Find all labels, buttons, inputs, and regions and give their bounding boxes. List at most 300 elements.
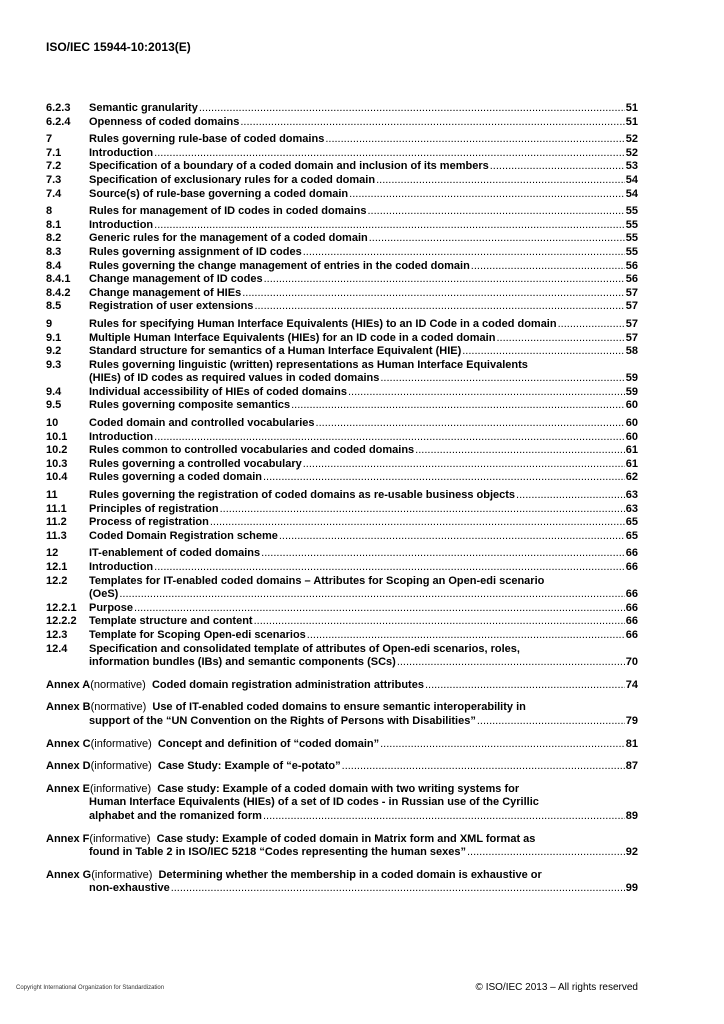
toc-page-number: 57 [625, 331, 638, 344]
dot-leader [254, 615, 625, 629]
toc-entry-body [89, 615, 638, 629]
dot-leader [558, 318, 625, 332]
toc-page-number: 66 [625, 601, 638, 614]
toc-entry-body [89, 588, 638, 602]
annex-body [46, 783, 638, 797]
annex-first-line [46, 783, 638, 797]
toc-entry-body [89, 219, 638, 233]
annex-entry[interactable] [46, 869, 638, 896]
toc-entry-title: Rules governing a coded domain [89, 471, 262, 484]
toc-entry-body [89, 386, 638, 400]
toc-entry[interactable] [46, 332, 638, 346]
toc-page-number: 59 [625, 385, 638, 398]
dot-leader [325, 133, 624, 147]
toc-entry-body [89, 471, 638, 485]
toc-entry-body [89, 516, 638, 530]
toc-entry-title: Specification and consolidated template of attributes of Open-edi scenarios, roles, [89, 642, 520, 655]
toc-entry-title: Rules governing assignment of ID codes [89, 245, 302, 258]
toc-entry-body [89, 503, 638, 517]
toc-entry[interactable] [46, 260, 638, 274]
annex-label: Annex D [46, 760, 91, 773]
toc-entry-title: Introduction [89, 146, 154, 159]
toc-entry-body [89, 530, 638, 544]
toc-entry-title: Principles of registration [89, 502, 219, 515]
dot-leader [316, 417, 625, 431]
toc-entry-title: Purpose [89, 601, 134, 614]
dot-leader [342, 760, 625, 774]
toc-entry-title: Standard structure for semantics of a Human Interface Equivalent (HIE) [89, 345, 462, 358]
annex-first-line [46, 760, 638, 774]
toc-entry[interactable] [46, 530, 638, 544]
toc-entry[interactable] [46, 287, 638, 301]
toc-entry-number: 8.3 [46, 245, 62, 258]
toc-page-number: 65 [625, 516, 638, 529]
toc-page-number: 63 [625, 502, 638, 515]
toc-entry-title: Templates for IT-enabled coded domains – Attributes for Scoping an Open-edi scenario [89, 574, 545, 587]
annex-entry[interactable] [46, 701, 638, 728]
annex-entry[interactable] [46, 679, 638, 693]
toc-page-number: 55 [625, 218, 638, 231]
toc-section [46, 205, 638, 314]
annex-body [46, 760, 638, 774]
annex-type: (informative) [90, 760, 152, 773]
toc-entry-number: 8 [46, 205, 53, 218]
annex-body [89, 882, 638, 896]
annex-type: (informative) [90, 737, 152, 750]
footer-rights: © ISO/IEC 2013 – All rights reserved [475, 982, 638, 993]
toc-entry-title: Rules governing a controlled vocabulary [89, 457, 302, 470]
toc-entry-body [89, 318, 638, 332]
toc-entry-title: Coded domain and controlled vocabularies [89, 417, 315, 430]
annex-title-continuation [46, 796, 638, 810]
annex-label: Annex B [46, 701, 91, 714]
toc-page-number: 87 [625, 760, 638, 773]
toc-entry[interactable] [46, 273, 638, 287]
toc-entry[interactable] [46, 147, 638, 161]
toc-entry-number: 8.4 [46, 259, 62, 272]
toc-entry-body [89, 345, 638, 359]
toc-page-number: 61 [625, 457, 638, 470]
toc-entry-title: Template structure and content [89, 615, 253, 628]
toc-entry[interactable] [46, 246, 638, 260]
toc-entry[interactable] [46, 615, 638, 629]
toc-entry-number: 10.3 [46, 457, 68, 470]
toc-entry[interactable] [46, 431, 638, 445]
toc-entry-title: Template for Scoping Open-edi scenarios [89, 628, 306, 641]
dot-leader [263, 471, 625, 485]
toc-entry-number: 9.1 [46, 331, 62, 344]
dot-leader [254, 300, 624, 314]
toc-entry[interactable] [46, 629, 638, 643]
toc-entry-number: 7.3 [46, 173, 62, 186]
annex-first-line [46, 738, 638, 752]
toc-entry-number: 12 [46, 547, 59, 560]
annex-body [46, 679, 638, 693]
toc-entry[interactable] [46, 160, 638, 174]
dot-leader [376, 174, 625, 188]
toc-entry-number: 11.2 [46, 516, 67, 529]
table-of-contents [46, 102, 638, 896]
annex-title-cont: found in Table 2 in ISO/IEC 5218 “Codes representing the human sexes” [89, 846, 466, 859]
toc-entry[interactable] [46, 300, 638, 314]
toc-section [46, 547, 638, 669]
dot-leader [425, 679, 625, 693]
toc-entry-body [89, 602, 638, 616]
toc-entry-number: 8.5 [46, 300, 62, 313]
toc-section [46, 489, 638, 543]
toc-entry-number: 9.4 [46, 385, 62, 398]
toc-page-number: 70 [625, 656, 638, 669]
toc-page-number: 54 [625, 187, 638, 200]
toc-entry-title: Rules governing linguistic (written) representations as Human Interface Equivalents [89, 358, 528, 371]
toc-page-number: 52 [625, 133, 638, 146]
toc-entry-title: Registration of user extensions [89, 300, 254, 313]
toc-entry-title: Rules governing the registration of coded domains as re-usable business objects [89, 489, 516, 502]
toc-page-number: 58 [625, 345, 638, 358]
toc-page-number: 79 [625, 714, 638, 727]
dot-leader [490, 160, 625, 174]
toc-page-number: 53 [625, 160, 638, 173]
toc-page-number: 54 [625, 173, 638, 186]
dot-leader [279, 530, 625, 544]
toc-entry-number: 7 [46, 133, 53, 146]
toc-entry-title: Source(s) of rule-base governing a coded domain [89, 187, 349, 200]
annex-entry[interactable] [46, 738, 638, 752]
toc-entry-number: 12.2 [46, 574, 68, 587]
annex-title-cont: Human Interface Equivalents (HIEs) of a set of ID codes - in Russian use of the Cyrillic [89, 796, 539, 809]
dot-leader [307, 629, 625, 643]
toc-entry-title-cont: information bundles (IBs) and semantic components (SCs) [89, 656, 396, 669]
toc-entry-body [89, 116, 638, 130]
dot-leader [154, 147, 625, 161]
toc-page-number: 92 [625, 846, 638, 859]
toc-entry[interactable] [46, 102, 638, 116]
toc-entry-number: 12.2.1 [46, 601, 77, 614]
toc-page-number: 61 [625, 444, 638, 457]
toc-entry-number: 8.2 [46, 232, 62, 245]
toc-entry[interactable] [46, 205, 638, 219]
toc-entry-number: 11.3 [46, 529, 67, 542]
toc-entry-continuation[interactable] [46, 588, 638, 602]
toc-page-number: 56 [625, 273, 638, 286]
toc-entry-number: 6.2.3 [46, 102, 71, 114]
annex-title: Determining whether the membership in a coded domain is exhaustive or [158, 868, 542, 881]
toc-entry[interactable] [46, 417, 638, 431]
dot-leader [240, 116, 624, 130]
dot-leader [471, 260, 625, 274]
toc-page-number: 63 [625, 489, 638, 502]
toc-entry-number: 10.1 [46, 430, 68, 443]
toc-page-number: 60 [625, 399, 638, 412]
toc-entry-title-cont: (OeS) [89, 588, 119, 601]
toc-page-number: 56 [625, 259, 638, 272]
dot-leader [154, 561, 625, 575]
toc-section [46, 133, 638, 201]
toc-entry-body [89, 260, 638, 274]
toc-section [46, 417, 638, 485]
toc-page-number: 52 [625, 146, 638, 159]
toc-entry-number: 8.4.1 [46, 273, 71, 286]
toc-page-number: 57 [625, 286, 638, 299]
toc-entry-number: 11 [46, 489, 58, 502]
toc-entry-body [89, 444, 638, 458]
toc-page-number: 57 [625, 317, 638, 330]
toc-entry-body [89, 160, 638, 174]
toc-entry-title: Introduction [89, 218, 154, 231]
toc-entry[interactable] [46, 174, 638, 188]
toc-entry-body [89, 133, 638, 147]
toc-page-number: 60 [625, 430, 638, 443]
annex-title: Use of IT-enabled coded domains to ensure semantic interoperability in [152, 701, 526, 714]
toc-entry[interactable] [46, 643, 638, 657]
toc-entry-body [89, 246, 638, 260]
toc-entry-body [89, 561, 638, 575]
annex-body [46, 869, 638, 883]
toc-entry[interactable] [46, 471, 638, 485]
toc-entry[interactable] [46, 345, 638, 359]
annex-title: Coded domain registration administration attributes [151, 678, 424, 691]
toc-entry[interactable] [46, 116, 638, 130]
toc-page-number: 89 [625, 809, 638, 822]
toc-entry[interactable] [46, 503, 638, 517]
dot-leader [369, 232, 625, 246]
toc-entry[interactable] [46, 516, 638, 530]
toc-entry-body [89, 547, 638, 561]
toc-entry-title: Specification of a boundary of a coded domain and inclusion of its members [89, 160, 489, 173]
toc-entry-number: 7.1 [46, 146, 62, 159]
annex-label: Annex A [46, 678, 91, 691]
dot-leader [264, 273, 625, 287]
dot-leader [171, 882, 625, 896]
annex-title: Case Study: Example of “e-potato” [157, 760, 341, 773]
toc-entry[interactable] [46, 232, 638, 246]
toc-section [46, 318, 638, 413]
toc-page-number: 51 [625, 102, 638, 114]
toc-entry-number: 12.4 [46, 642, 68, 655]
annex-type: (normative) [90, 701, 147, 714]
toc-entry-body [89, 489, 638, 503]
toc-entry-number: 6.2.4 [46, 115, 71, 128]
toc-entry-number: 9.2 [46, 345, 62, 358]
dot-leader [119, 588, 624, 602]
dot-leader [291, 399, 625, 413]
toc-page-number: 74 [625, 678, 638, 691]
dot-leader [415, 444, 625, 458]
toc-entry-body [89, 147, 638, 161]
annex-entry[interactable] [46, 783, 638, 824]
toc-page-number: 57 [625, 300, 638, 313]
toc-page-number: 55 [625, 245, 638, 258]
annex-label: Annex F [46, 832, 90, 845]
annex-first-line [46, 833, 638, 847]
toc-entry[interactable] [46, 547, 638, 561]
annex-entry[interactable] [46, 760, 638, 774]
dot-leader [134, 602, 625, 616]
annex-body [89, 810, 638, 824]
toc-entry-number: 9.5 [46, 399, 62, 412]
copyright-notice: Copyright International Organization for Standardization [16, 985, 165, 991]
annex-body [89, 715, 638, 729]
toc-entry[interactable] [46, 188, 638, 202]
toc-page-number: 65 [625, 529, 638, 542]
toc-entry-body [89, 232, 638, 246]
toc-entry-title: Process of registration [89, 516, 209, 529]
dot-leader [348, 386, 625, 400]
toc-entry[interactable] [46, 399, 638, 413]
toc-entry-body [89, 656, 638, 670]
dot-leader [303, 458, 625, 472]
toc-page-number: 60 [625, 417, 638, 430]
toc-entry-title: Generic rules for the management of a coded domain [89, 232, 368, 245]
annex-type: (informative) [91, 868, 153, 881]
toc-entry-body [89, 205, 638, 219]
toc-entry-number: 7.2 [46, 160, 62, 173]
dot-leader [397, 656, 625, 670]
toc-entry-title: Rules governing the change management of entries in the coded domain [89, 259, 470, 272]
annex-body [46, 833, 638, 847]
toc-entry-body [89, 431, 638, 445]
annex-title-continuation [46, 882, 638, 896]
toc-page-number: 66 [625, 547, 638, 560]
toc-entry-body [89, 399, 638, 413]
dot-leader [263, 810, 625, 824]
toc-entry-title: Rules governing composite semantics [89, 399, 291, 412]
dot-leader [154, 219, 625, 233]
annex-title: Case study: Example of coded domain in Matrix form and XML format as [156, 832, 536, 845]
annex-first-line [46, 701, 638, 715]
annex-first-line [46, 679, 638, 693]
toc-entry[interactable] [46, 458, 638, 472]
dot-leader [477, 715, 625, 729]
annex-title: Concept and definition of “coded domain” [157, 737, 380, 750]
dot-leader [349, 188, 625, 202]
toc-entry-number: 10.4 [46, 471, 68, 484]
page-header-title: ISO/IEC 15944-10:2013(E) [46, 40, 191, 54]
annex-label: Annex E [46, 782, 91, 795]
toc-entry-body [89, 174, 638, 188]
toc-entry-title: Semantic granularity [89, 102, 198, 114]
toc-section [46, 102, 638, 129]
toc-entry-number: 9.3 [46, 358, 62, 371]
dot-leader [380, 738, 625, 752]
toc-entry-number: 8.1 [46, 218, 62, 231]
dot-leader [154, 431, 625, 445]
toc-entry-number: 11.1 [46, 502, 67, 515]
toc-entry-body [89, 458, 638, 472]
toc-entry-body [89, 372, 638, 386]
toc-entry[interactable] [46, 561, 638, 575]
annex-type: (informative) [90, 782, 152, 795]
dot-leader [462, 345, 625, 359]
annex-body [89, 796, 638, 810]
annex-title-cont: alphabet and the romanized form [89, 809, 262, 822]
toc-entry-number: 8.4.2 [46, 286, 71, 299]
toc-entry[interactable] [46, 219, 638, 233]
toc-entry[interactable] [46, 318, 638, 332]
toc-entry-title: Rules for specifying Human Interface Equivalents (HIEs) to an ID Code in a coded domain [89, 317, 557, 330]
toc-entry-number: 12.2.2 [46, 615, 77, 628]
toc-page-number: 62 [625, 471, 638, 484]
toc-page-number: 66 [625, 588, 638, 601]
toc-entry-title: IT-enablement of coded domains [89, 547, 261, 560]
toc-entry-title: Change management of ID codes [89, 273, 263, 286]
toc-entry-title: Introduction [89, 561, 154, 573]
toc-entry[interactable] [46, 359, 638, 373]
toc-entry[interactable] [46, 386, 638, 400]
annex-title-continuation [46, 810, 638, 824]
toc-entry-title: Openness of coded domains [89, 115, 240, 128]
toc-entry-body [89, 102, 638, 116]
annex-type: (informative) [89, 832, 151, 845]
toc-page-number: 51 [625, 115, 638, 128]
toc-page-number: 66 [625, 615, 638, 628]
toc-entry-number: 12.3 [46, 628, 68, 641]
toc-entry-body [89, 273, 638, 287]
toc-entry[interactable] [46, 444, 638, 458]
toc-page-number: 59 [625, 372, 638, 385]
dot-leader [368, 205, 625, 219]
toc-entry-title: Individual accessibility of HIEs of coded domains [89, 385, 347, 398]
toc-page-number: 66 [625, 628, 638, 641]
dot-leader [303, 246, 625, 260]
toc-entry[interactable] [46, 133, 638, 147]
toc-entry-continuation[interactable] [46, 372, 638, 386]
toc-entry[interactable] [46, 489, 638, 503]
toc-entry-title: Multiple Human Interface Equivalents (HIEs) for an ID code in a coded domain [89, 331, 496, 344]
toc-entry-body [89, 287, 638, 301]
toc-entry-title: Coded Domain Registration scheme [89, 529, 278, 542]
toc-entry-body [89, 300, 638, 314]
toc-page-number: 81 [625, 737, 638, 750]
toc-entry-body [89, 417, 638, 431]
dot-leader [380, 372, 624, 386]
toc-page-number: 99 [625, 882, 638, 895]
toc-entry-body [89, 332, 638, 346]
dot-leader [242, 287, 625, 301]
toc-entry-number: 10.2 [46, 444, 68, 457]
annex-label: Annex C [46, 737, 91, 750]
toc-page-number: 55 [625, 232, 638, 245]
dot-leader [210, 516, 625, 530]
annex-title-continuation [46, 846, 638, 860]
toc-entry-title: Specification of exclusionary rules for a coded domain [89, 173, 376, 186]
annex-type: (normative) [90, 678, 146, 691]
toc-entry-title: Rules common to controlled vocabularies and coded domains [89, 444, 415, 457]
toc-entry-title: Rules governing rule-base of coded domains [89, 133, 325, 146]
toc-page-number: 55 [625, 205, 638, 218]
annex-title: Case study: Example of a coded domain with two writing systems for [157, 782, 520, 795]
toc-entry-number: 9 [46, 317, 53, 330]
annex-body [46, 701, 638, 715]
toc-entry-title: Rules for management of ID codes in coded domains [89, 205, 367, 218]
toc-page-number: 66 [625, 561, 638, 573]
dot-leader [496, 332, 624, 346]
annex-title-cont: support of the “UN Convention on the Rights of Persons with Disabilities” [89, 714, 476, 727]
toc-entry-body [89, 629, 638, 643]
annex-body [46, 738, 638, 752]
toc-entry-number: 12.1 [46, 561, 68, 573]
annex-label: Annex G [46, 868, 92, 881]
annex-entry[interactable] [46, 833, 638, 860]
dot-leader [199, 102, 625, 116]
annex-title-cont: non-exhaustive [89, 882, 170, 895]
toc-entry-title: Change management of HIEs [89, 286, 242, 299]
toc-entry[interactable] [46, 575, 638, 589]
toc-entry-title: Introduction [89, 430, 154, 443]
toc-entry-continuation[interactable] [46, 656, 638, 670]
toc-entry[interactable] [46, 602, 638, 616]
toc-entry-number: 10 [46, 417, 59, 430]
